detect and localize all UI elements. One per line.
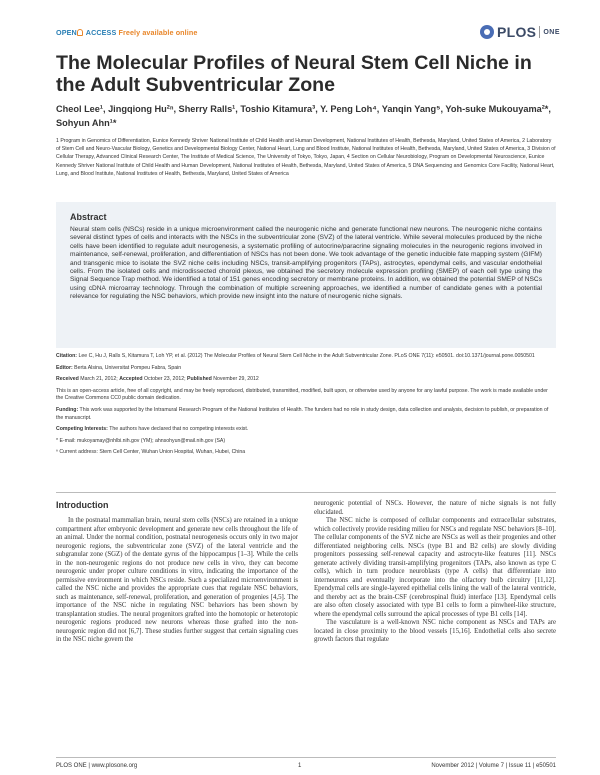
paragraph: The NSC niche is composed of cellular components and extracellular substrates, which collectively provide residing milieu for NSCs and regulate NSC behaviors [8–10]. The cellular components of the SVZ niche are NSCs as well as their progenies and other differentiated neighboring cells. NSCs (type B1 and B2 cells) are slowly dividing progenitors possessing self-renewal capacity and astrocyte-like features [11]. NSCs generate actively dividing transit-amplifying progenitors (TAPs, also known as type C cells), which in turn produce neuroblasts (type A cells) that differentiate into interneurons and eventually incorporate into the olfactory bulb circuitry [11,12]. Ependymal cells are single-layered epithelial cells lining the wall of the lateral ventricle, and thereby act as the brain-CSF (cerebrospinal fluid) interface [13]. Ependymal cells are also often closely associated with type B1 cells to form a pinwheel-like structure, where the ependymal cells surround the apical processes of type B1 cells [14]. <box>314 517 556 618</box>
footer-journal[interactable]: PLOS ONE | www.plosone.org <box>56 763 138 769</box>
license-statement: This is an open-access article, free of all copyright, and may be freely reproduced, distributed, transmitted, modified, built upon, or otherwise used by anyone for any lawful purpose. The work is made available under the Creative Commons CC0 public domain dedication. <box>56 387 548 402</box>
paragraph: neurogenic potential of NSCs. However, the nature of niche signals is not fully elucidated. <box>314 500 556 516</box>
author-list: Cheol Lee¹, Jingqiong Hu²ⁿ, Sherry Ralls¹, Toshio Kitamura³, Y. Peng Loh⁴, Yanqin Yang⁵, Yoh-suke Mukouyama²*, Sohyun Ahn¹* <box>56 104 551 128</box>
accepted-label: Accepted <box>119 376 143 383</box>
open-access-lock-icon <box>77 29 83 36</box>
abstract-heading: Abstract <box>70 212 107 222</box>
logo-one-text: ONE <box>543 28 560 36</box>
plos-logo-icon <box>480 25 494 39</box>
published-label: Published <box>187 376 212 383</box>
email[interactable]: * E-mail: mukoyamay@nhlbi.nih.gov (YM); ahnsohyun@mail.nih.gov (SA) <box>56 437 226 444</box>
received-date: March 21, 2012; <box>80 376 118 383</box>
editor-label: Editor: <box>56 364 73 371</box>
journal-header <box>56 24 560 44</box>
body-column-left <box>56 517 298 645</box>
editor-name: Berta Alsina, Universitat Pompeu Fabra, Spain <box>74 364 182 371</box>
competing-label: Competing Interests: <box>56 426 108 433</box>
published-date: November 29, 2012 <box>213 376 259 383</box>
footer-divider <box>56 757 556 758</box>
access-label: ACCESS <box>85 28 117 37</box>
logo-divider <box>539 26 540 38</box>
citation <box>56 353 556 361</box>
open-access-banner <box>56 28 197 37</box>
editor <box>56 365 556 373</box>
citation-label: Citation: <box>56 353 78 359</box>
plos-one-logo <box>480 24 560 40</box>
funding-label: Funding: <box>56 406 79 413</box>
competing-interests <box>56 426 556 434</box>
current-address: ⁿ Current address: Stem Cell Center, Wuhan Union Hospital, Wuhan, Hubei, China <box>56 449 246 456</box>
paragraph: The vasculature is a well-known NSC niche component as NSCs and TAPs are located in close proximity to the blood vessels [15,16]. Endothelial cells also secrete growth factors that regulate <box>314 619 556 643</box>
body-column-right <box>314 500 556 645</box>
footer-issue: November 2012 | Volume 7 | Issue 11 | e50501 <box>431 763 556 769</box>
section-divider <box>56 492 556 493</box>
abstract-box <box>56 202 556 348</box>
competing-text: The authors have declared that no competing interests exist. <box>109 426 249 433</box>
funding <box>56 407 556 422</box>
dates <box>56 376 556 384</box>
logo-plos-text: PLOS <box>497 24 537 40</box>
introduction-heading: Introduction <box>56 500 109 510</box>
page-number: 1 <box>298 763 302 769</box>
affiliations: 1 Program in Genomics of Differentiation, Eunice Kennedy Shriver National Institute of Child Health and Human Development, National Institutes of Health, Bethesda, Maryland, United States of America, 2 Laboratory of Stem Cell and Neuro-Vascular Biology, Genetics and Developmental Biology Center, National Heart, Lung and Blood Institute, National Institutes of Health, Bethesda, Maryland, United States of America, 3 Division of Cellular Therapy, Advanced Clinical Research Center, The Institute of Medical Science, The University of Tokyo, Tokyo, Japan, 4 Section on Cellular Neurobiology, Program on Developmental Neuroscience, Eunice Kennedy Shriver National Institute of Child Health and Human Development, National Institutes of Health, Bethesda, Maryland, United States of America, 5 DNA Sequencing and Genomics Core Facility, National Heart, Lung, and Blood Institute, National Institutes of Health, Bethesda, Maryland, United States of America <box>56 138 556 177</box>
open-label: OPEN <box>56 28 77 37</box>
funding-text: This work was supported by the Intramural Research Program of the National Institutes of Health. The funders had no role in study design, data collection and analysis, decision to publish, or preparation of the manuscript. <box>56 406 549 421</box>
citation-text: Lee C, Hu J, Ralls S, Kitamura T, Loh YP, et al. (2012) The Molecular Profiles of Neural Stem Cell Niche in the Adult Subventricular Zone. PLoS ONE 7(11): e50501. doi:10.1371/journal.pone.0050501 <box>78 353 535 359</box>
abstract-text: Neural stem cells (NSCs) reside in a unique microenvironment called the neurogenic niche and generate functional new neurons. The neurogenic niche contains several distinct types of cells and interacts with the NSCs in the subventricular zone (SVZ) of the lateral ventricle. While several molecules produced by the niche cells have been identified to regulate adult neurogenesis, a systematic profiling of autocrine/paracrine signaling molecules in the neurogenic regions involved in maintenance, self-renewal, proliferation, and differentiation of NSCs has not been done. We took advantage of the genetic inducible fate mapping system (GIFM) and transgenic mice to isolate the SVZ niche cells including NSCs, transit-amplifying progenitors (TAPs), astrocytes, ependymal cells, and vascular endothelial cells. From the isolated cells and microdissected choroid plexus, we obtained the secretory molecule expression profiling (SMEP) of each cell type using the Signal Sequence Trap method. We identified a total of 151 genes encoding secretory or membrane proteins. In addition, we obtained the potential SMEP of NSCs using cDNA microarray technology. Through the combination of multiple screening approaches, we identified a number of candidate genes with a potential relevance for regulating the NSC behaviors, which provide new insight into the nature of neurogenic niche signals. <box>70 226 542 301</box>
article-title: The Molecular Profiles of Neural Stem Cell Niche in the Adult Subventricular Zone <box>56 52 532 96</box>
freely-available-label: Freely available online <box>118 28 198 37</box>
paragraph: In the postnatal mammalian brain, neural stem cells (NSCs) are retained in a unique compartment after embryonic development and generate new cells throughout the life of an animal. Under the normal condition, postnatal neurogenesis occurs only in two major neurogenic regions, the subventricular zone (SVZ) of the lateral ventricle and the subgranular zone (SGZ) of the dentate gyrus of the hippocampus [1–3]. While the cells in the non-neurogenic regions do not produce new cells in vivo, they can become neurogenic under proper culture conditions in vitro, indicating the importance of the permissive environment in which NSCs reside. Such a specialized microenvironment is called the NSC niche and provides the appropriate cues that regulate NSC behaviors, such as maintenance, self-renewal, proliferation, and generation of progenies [4,5]. The importance of the NSC niche in regulating NSC behaviors has been shown by transplantation studies. The neural progenitors grafted into the homotopic or heterotopic neurogenic regions produced new neurons whereas those grafted into the non-neurogenic region did not [6,7]. These studies further suggest that certain signaling cues in the NSC niche govern the <box>56 517 298 643</box>
accepted-date: October 23, 2012; <box>144 376 186 383</box>
article-metadata <box>56 353 556 461</box>
received-label: Received <box>56 376 79 383</box>
